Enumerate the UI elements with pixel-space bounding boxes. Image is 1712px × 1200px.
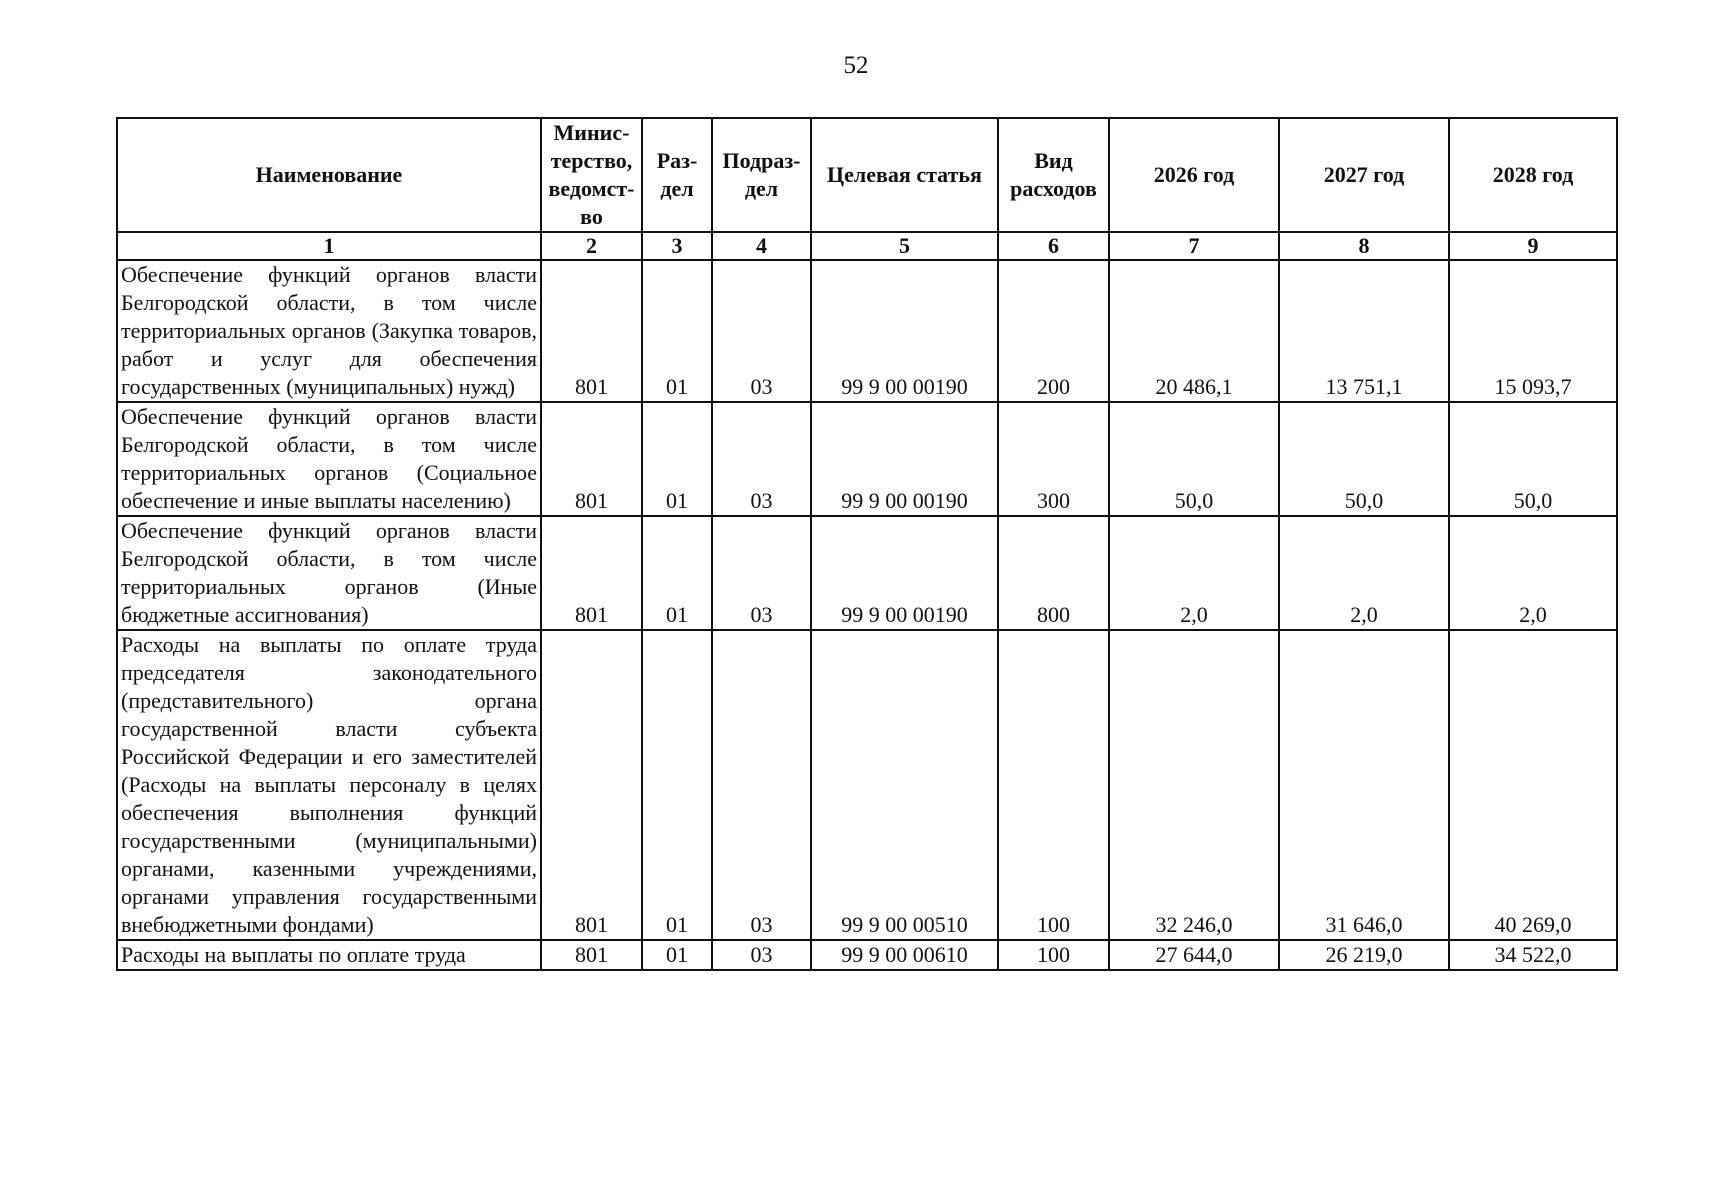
row-name: Расходы на выплаты по оплате труда xyxy=(117,940,541,970)
row-amount-2028: 15 093,7 xyxy=(1449,260,1617,402)
row-ministry: 801 xyxy=(541,402,642,516)
column-number: 6 xyxy=(998,232,1109,260)
row-ministry: 801 xyxy=(541,940,642,970)
row-subsection: 03 xyxy=(712,260,811,402)
row-amount-2027: 26 219,0 xyxy=(1279,940,1449,970)
row-expense-type: 100 xyxy=(998,630,1109,940)
header-year-2027: 2027 год xyxy=(1279,118,1449,232)
row-ministry: 801 xyxy=(541,516,642,630)
header-name: Наименование xyxy=(117,118,541,232)
column-number: 4 xyxy=(712,232,811,260)
row-name: Обеспечение функций органов власти Белгородской области, в том числе территориальных органов (Закупка товаров, работ и услуг для обеспечения государственных (муниципальных) нужд) xyxy=(117,260,541,402)
row-target-article: 99 9 00 00510 xyxy=(811,630,998,940)
column-number: 7 xyxy=(1109,232,1279,260)
row-subsection: 03 xyxy=(712,940,811,970)
row-amount-2028: 50,0 xyxy=(1449,402,1617,516)
header-year-2028: 2028 год xyxy=(1449,118,1617,232)
table-row xyxy=(117,516,1617,630)
row-amount-2028: 34 522,0 xyxy=(1449,940,1617,970)
column-number: 1 xyxy=(117,232,541,260)
row-amount-2026: 32 246,0 xyxy=(1109,630,1279,940)
header-row xyxy=(117,118,1617,232)
row-section: 01 xyxy=(642,516,712,630)
row-ministry: 801 xyxy=(541,630,642,940)
row-amount-2027: 31 646,0 xyxy=(1279,630,1449,940)
table-row xyxy=(117,402,1617,516)
header-subsection: Подраз-дел xyxy=(712,118,811,232)
row-amount-2026: 27 644,0 xyxy=(1109,940,1279,970)
header-target-article: Целевая статья xyxy=(811,118,998,232)
table-row xyxy=(117,630,1617,940)
row-amount-2028: 2,0 xyxy=(1449,516,1617,630)
column-number: 2 xyxy=(541,232,642,260)
row-section: 01 xyxy=(642,630,712,940)
row-target-article: 99 9 00 00610 xyxy=(811,940,998,970)
column-number: 8 xyxy=(1279,232,1449,260)
header-section: Раз-дел xyxy=(642,118,712,232)
row-amount-2027: 2,0 xyxy=(1279,516,1449,630)
row-expense-type: 100 xyxy=(998,940,1109,970)
row-name: Расходы на выплаты по оплате труда председателя законодательного (представительного) органа государственной власти субъекта Российской Федерации и его заместителей (Расходы на выплаты персоналу в целях обеспечения выполнения функций государственными (муниципальными) органами, казенными учреждениями, органами управления государственными внебюджетными фондами) xyxy=(117,630,541,940)
header-year-2026: 2026 год xyxy=(1109,118,1279,232)
row-section: 01 xyxy=(642,402,712,516)
row-section: 01 xyxy=(642,260,712,402)
row-subsection: 03 xyxy=(712,402,811,516)
header-expense-type: Вид расходов xyxy=(998,118,1109,232)
page-number: 52 xyxy=(843,52,869,79)
row-expense-type: 300 xyxy=(998,402,1109,516)
column-number: 3 xyxy=(642,232,712,260)
row-expense-type: 800 xyxy=(998,516,1109,630)
row-subsection: 03 xyxy=(712,516,811,630)
row-subsection: 03 xyxy=(712,630,811,940)
row-amount-2026: 2,0 xyxy=(1109,516,1279,630)
row-section: 01 xyxy=(642,940,712,970)
row-target-article: 99 9 00 00190 xyxy=(811,260,998,402)
row-target-article: 99 9 00 00190 xyxy=(811,402,998,516)
table-row xyxy=(117,260,1617,402)
column-number: 5 xyxy=(811,232,998,260)
table-row xyxy=(117,940,1617,970)
row-amount-2026: 20 486,1 xyxy=(1109,260,1279,402)
header-ministry: Минис-терство, ведомст-во xyxy=(541,118,642,232)
column-number-row xyxy=(117,232,1617,260)
row-ministry: 801 xyxy=(541,260,642,402)
budget-table xyxy=(116,117,1618,971)
row-amount-2027: 13 751,1 xyxy=(1279,260,1449,402)
row-name: Обеспечение функций органов власти Белгородской области, в том числе территориальных органов (Иные бюджетные ассигнования) xyxy=(117,516,541,630)
row-amount-2028: 40 269,0 xyxy=(1449,630,1617,940)
row-expense-type: 200 xyxy=(998,260,1109,402)
row-name: Обеспечение функций органов власти Белгородской области, в том числе территориальных органов (Социальное обеспечение и иные выплаты населению) xyxy=(117,402,541,516)
row-amount-2026: 50,0 xyxy=(1109,402,1279,516)
column-number: 9 xyxy=(1449,232,1617,260)
row-target-article: 99 9 00 00190 xyxy=(811,516,998,630)
row-amount-2027: 50,0 xyxy=(1279,402,1449,516)
